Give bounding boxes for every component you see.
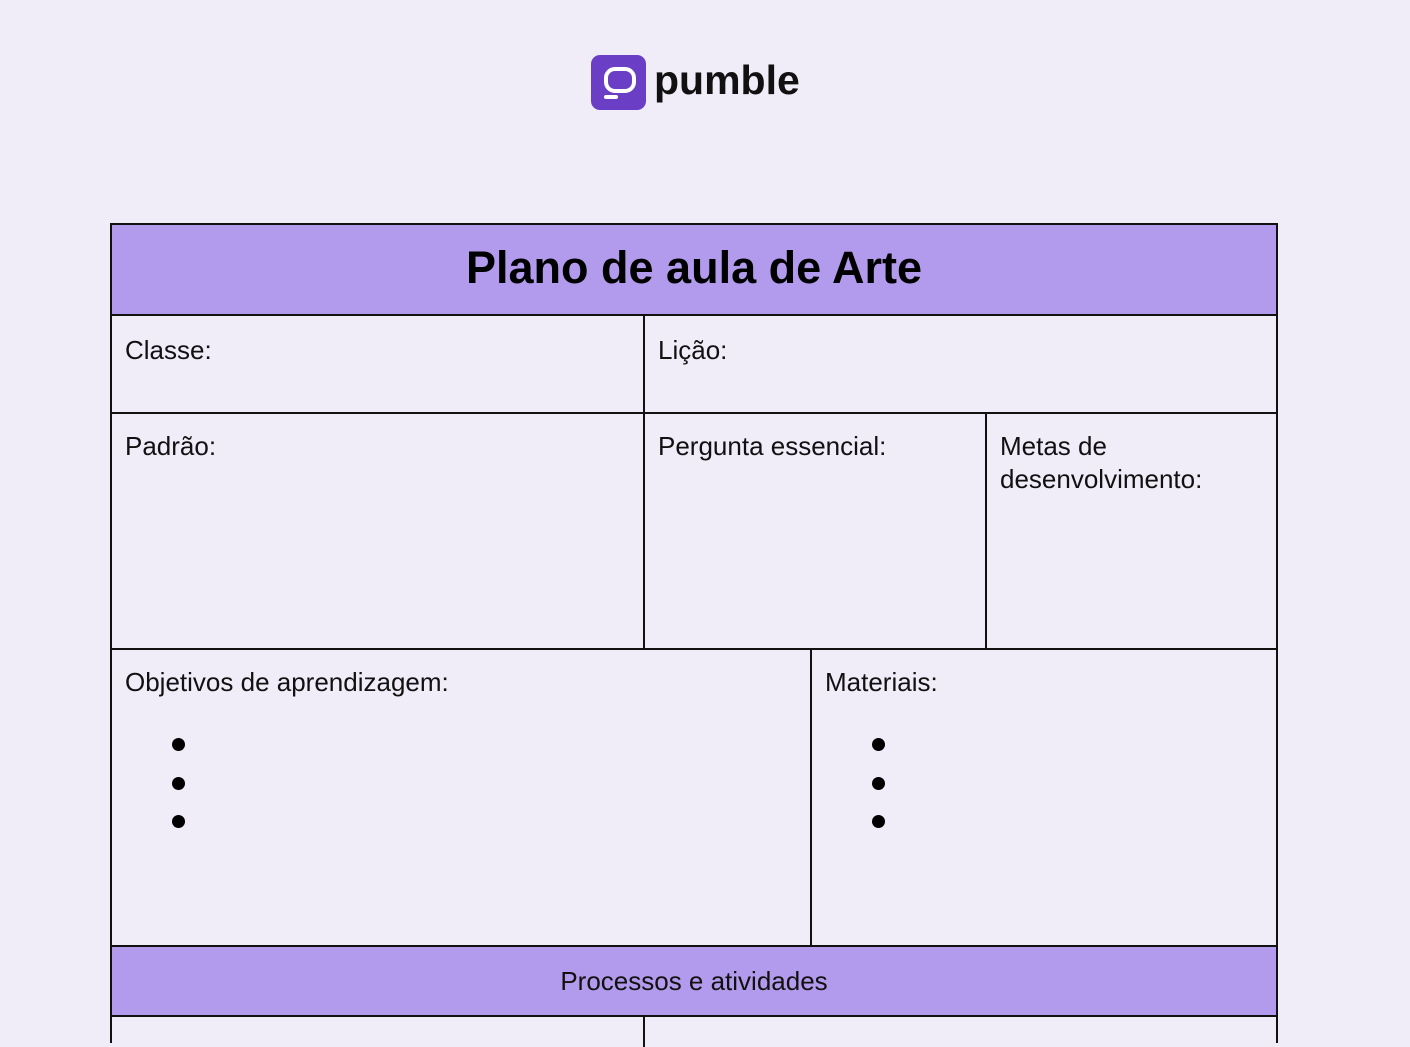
padrao-label: Padrão: — [125, 431, 217, 461]
divider — [643, 414, 645, 648]
objetivos-cell[interactable] — [112, 650, 810, 945]
document-title: Plano de aula de Arte — [466, 241, 922, 293]
bullet-dot — [172, 815, 185, 828]
bullet-dot — [172, 777, 185, 790]
objetivos-label: Objetivos de aprendizagem: — [125, 667, 449, 697]
pergunta-essencial-label: Pergunta essencial: — [658, 431, 887, 461]
licao-cell[interactable] — [645, 316, 1276, 413]
metas-cell[interactable] — [987, 414, 1276, 648]
metas-label-line2: desenvolvimento: — [1000, 464, 1203, 494]
materiais-cell[interactable] — [812, 650, 1276, 945]
chat-bubble-dash — [604, 95, 618, 99]
metas-label-line1: Metas de — [1000, 431, 1107, 461]
divider — [643, 1017, 645, 1047]
chat-bubble-shape — [604, 67, 636, 93]
classe-cell[interactable] — [112, 316, 643, 413]
materiais-label: Materiais: — [825, 667, 938, 697]
bullet-dot — [172, 738, 185, 751]
pumble-logo-icon — [591, 55, 646, 110]
padrao-cell[interactable] — [112, 414, 643, 648]
pumble-logo — [591, 54, 800, 110]
lesson-plan-table — [110, 223, 1278, 1043]
licao-label: Lição: — [658, 335, 728, 365]
bullet-dot — [872, 738, 885, 751]
metas-label — [1000, 430, 1202, 496]
divider — [643, 316, 645, 413]
divider — [810, 650, 812, 945]
bullet-dot — [872, 777, 885, 790]
classe-label: Classe: — [125, 335, 212, 365]
section-title: Processos e atividades — [560, 965, 828, 996]
section-bar — [112, 945, 1276, 1017]
pergunta-essencial-cell[interactable] — [645, 414, 985, 648]
brand-name: pumble — [654, 56, 800, 103]
bullet-dot — [872, 815, 885, 828]
title-bar — [112, 225, 1276, 316]
divider — [985, 414, 987, 648]
